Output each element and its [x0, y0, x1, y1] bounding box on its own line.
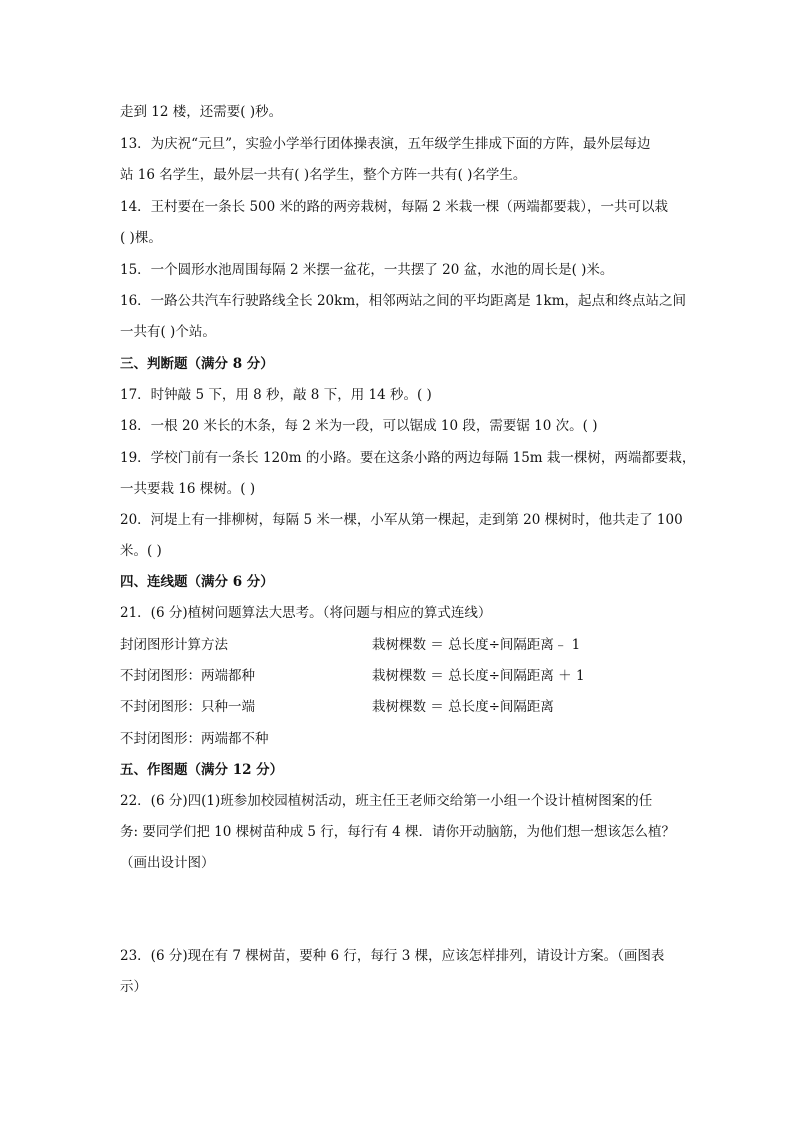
q20-line2: 米。( ) [120, 543, 162, 559]
section-heading-judgment: 三、判断题（满分 8 分） [120, 356, 274, 372]
matching-left-item: 封闭图形计算方法 [120, 637, 228, 653]
matching-left-item: 不封闭图形：两端都不种 [120, 731, 269, 747]
q21: 21．(6 分)植树问题算法大思考。（将问题与相应的算式连线） [120, 605, 492, 621]
section-heading-drawing: 五、作图题（满分 12 分） [120, 762, 284, 778]
q12-continuation: 走到 12 楼，还需要( )秒。 [120, 104, 283, 120]
q23-line1: 23．(6 分)现在有 7 棵树苗，要种 6 行，每行 3 棵，应该怎样排列，请设计方案。（画图表 [120, 948, 665, 964]
q22-line3: （画出设计图） [120, 855, 215, 871]
matching-right-item: 栽树棵数 ＝ 总长度÷间隔距离 ＋ 1 [372, 668, 585, 684]
q14-line2: ( )棵。 [120, 230, 162, 246]
q18: 18．一根 20 米长的木条，每 2 米为一段，可以锯成 10 段，需要锯 10 次。( ) [120, 418, 598, 434]
section-heading-matching: 四、连线题（满分 6 分） [120, 574, 274, 590]
q20-line1: 20．河堤上有一排柳树，每隔 5 米一棵，小军从第一棵起，走到第 20 棵树时，他共走了 100 [120, 512, 683, 528]
matching-right-item: 栽树棵数 ＝ 总长度÷间隔距离 [372, 699, 554, 715]
q14-line1: 14．王村要在一条长 500 米的路的两旁栽树，每隔 2 米栽一棵（两端都要栽），一共可以栽 [120, 199, 668, 215]
q22-line2: 务: 要同学们把 10 棵树苗种成 5 行，每行有 4 棵．请你开动脑筋，为他们想一想该怎么植？ [120, 824, 675, 840]
q16-line2: 一共有( )个站。 [120, 324, 216, 340]
matching-left-item: 不封闭图形：两端都种 [120, 668, 255, 684]
q15: 15．一个圆形水池周围每隔 2 米摆一盆花，一共摆了 20 盆，水池的周长是( )米。 [120, 262, 614, 278]
q13-line2: 站 16 名学生，最外层一共有( )名学生，整个方阵一共有( )名学生。 [120, 167, 527, 183]
q23-line2: 示） [120, 979, 147, 995]
q19-line1: 19．学校门前有一条长 120m 的小路。要在这条小路的两边每隔 15m 栽一棵树，两端都要栽， [120, 450, 696, 466]
matching-left-item: 不封闭图形：只种一端 [120, 699, 255, 715]
q13-line1: 13．为庆祝“元旦”，实验小学举行团体操表演，五年级学生排成下面的方阵，最外层每边 [120, 136, 651, 152]
q19-line2: 一共要栽 16 棵树。( ) [120, 481, 256, 497]
q22-line1: 22．(6 分)四(1)班参加校园植树活动，班主任王老师交给第一小组一个设计植树图案的任 [120, 793, 653, 809]
matching-right-item: 栽树棵数 ＝ 总长度÷间隔距离﹣ 1 [372, 637, 581, 653]
q17: 17．时钟敲 5 下，用 8 秒，敲 8 下，用 14 秒。( ) [120, 387, 432, 403]
q16-line1: 16．一路公共汽车行驶路线全长 20km，相邻两站之间的平均距离是 1km，起点和终点站之间 [120, 293, 686, 309]
